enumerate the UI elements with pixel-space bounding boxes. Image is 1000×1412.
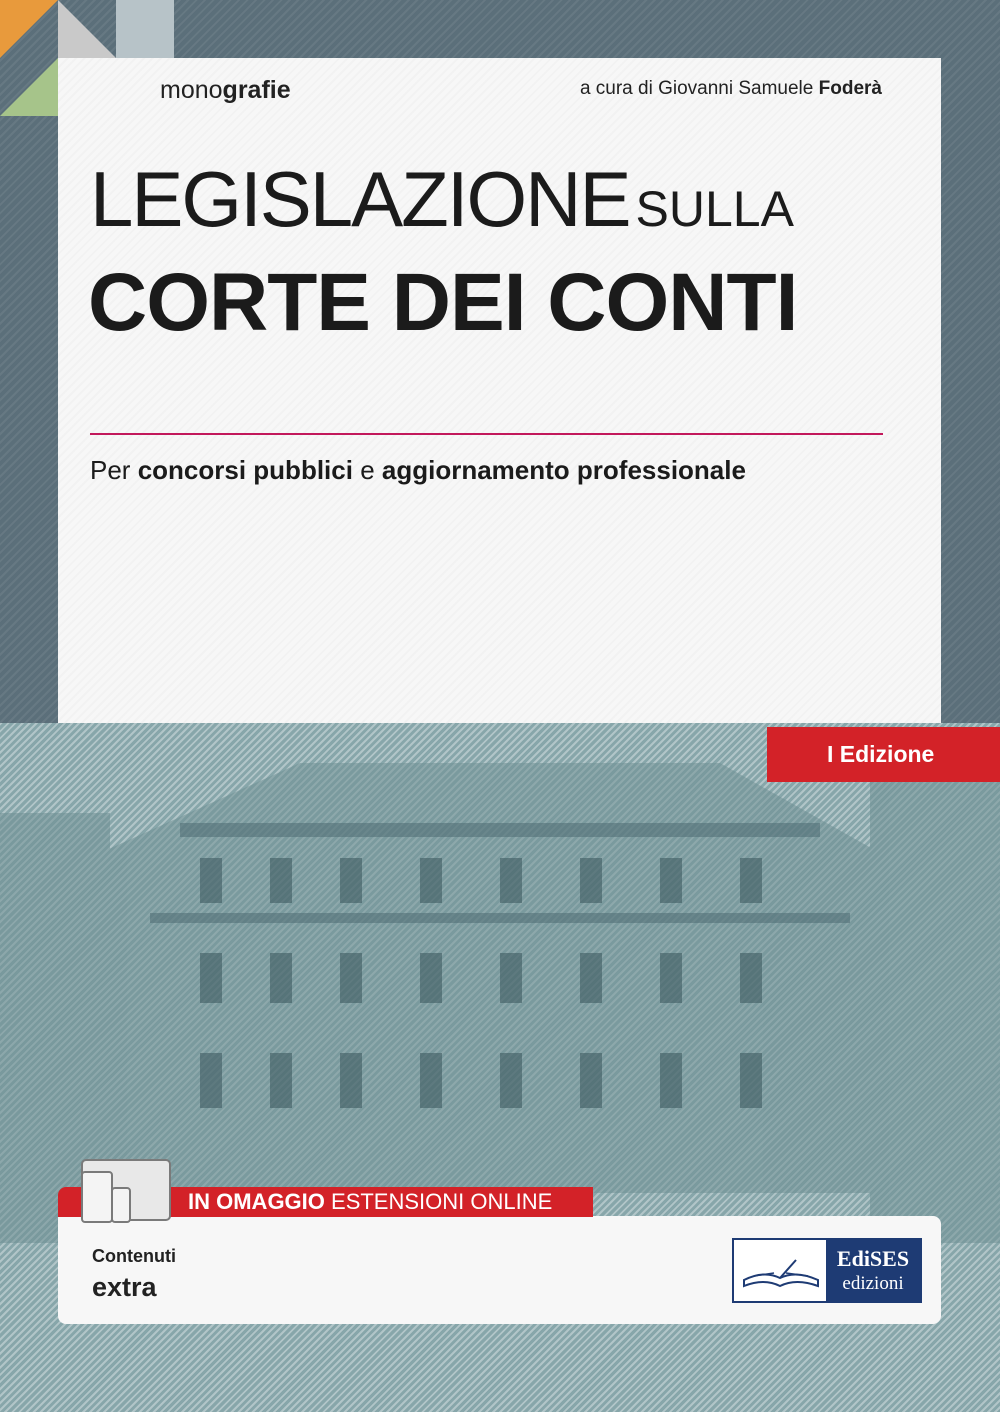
- edition-badge: I Edizione: [767, 727, 1000, 782]
- series-label: monografie: [160, 76, 291, 104]
- open-book-icon: [734, 1240, 826, 1301]
- title-line-1: LEGISLAZIONE SULLA: [90, 155, 794, 243]
- extra-content-word: extra: [92, 1272, 157, 1302]
- bonus-banner: IN OMAGGIO ESTENSIONI ONLINE: [58, 1187, 593, 1217]
- subtitle: Per concorsi pubblici e aggiornamento professionale: [90, 455, 746, 485]
- devices-icon: [76, 1158, 176, 1228]
- title-line-2: CORTE DEI CONTI: [88, 257, 798, 348]
- publisher-name: EdiSES: [836, 1246, 910, 1271]
- title-divider: [90, 433, 883, 435]
- author-line: a cura di Giovanni Samuele Foderà: [579, 78, 882, 99]
- publisher-sub: edizioni: [842, 1273, 904, 1294]
- publisher-logo: [732, 1238, 922, 1303]
- extra-content-label: Contenuti: [92, 1246, 176, 1266]
